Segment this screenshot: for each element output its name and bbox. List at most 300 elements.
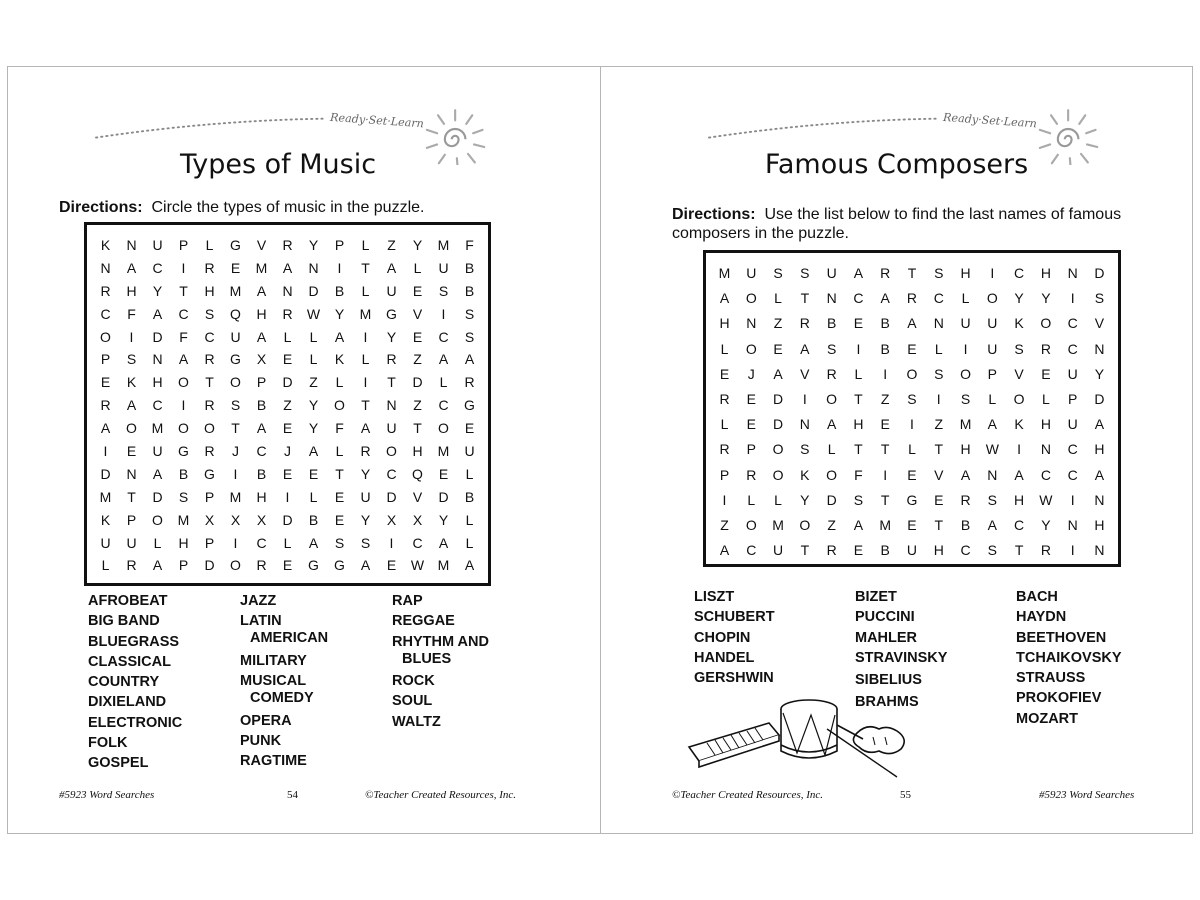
grid-letter[interactable]: P: [746, 441, 756, 458]
grid-letter[interactable]: L: [961, 290, 970, 307]
grid-letter[interactable]: O: [1040, 315, 1052, 332]
grid-letter[interactable]: O: [178, 420, 189, 437]
grid-letter[interactable]: P: [987, 365, 997, 382]
grid-letter[interactable]: E: [282, 557, 293, 574]
grid-letter[interactable]: D: [204, 557, 215, 574]
grid-letter[interactable]: C: [256, 534, 267, 551]
grid-letter[interactable]: A: [152, 557, 163, 574]
grid-letter[interactable]: S: [464, 328, 475, 345]
grid-letter[interactable]: O: [986, 290, 998, 307]
grid-letter[interactable]: S: [800, 441, 810, 458]
grid-letter[interactable]: S: [334, 534, 345, 551]
grid-letter[interactable]: A: [853, 265, 864, 281]
grid-letter[interactable]: U: [464, 443, 475, 460]
grid-letter[interactable]: L: [309, 351, 318, 368]
grid-letter[interactable]: G: [204, 465, 215, 482]
grid-letter[interactable]: U: [152, 237, 163, 253]
grid-letter[interactable]: I: [285, 488, 290, 505]
grid-letter[interactable]: O: [772, 466, 784, 483]
grid-letter[interactable]: L: [153, 534, 162, 551]
grid-letter[interactable]: S: [464, 305, 475, 322]
grid-letter[interactable]: R: [960, 491, 971, 508]
grid-letter[interactable]: W: [306, 305, 321, 322]
grid-letter[interactable]: U: [386, 282, 397, 299]
grid-letter[interactable]: U: [230, 328, 241, 345]
grid-letter[interactable]: Z: [309, 374, 318, 391]
grid-letter[interactable]: C: [960, 542, 971, 559]
grid-letter[interactable]: S: [230, 397, 241, 414]
grid-letter[interactable]: C: [1067, 315, 1078, 332]
grid-letter[interactable]: T: [127, 488, 136, 505]
grid-letter[interactable]: S: [826, 340, 837, 357]
grid-letter[interactable]: F: [127, 305, 136, 322]
grid-letter[interactable]: R: [719, 441, 730, 458]
grid-letter[interactable]: B: [464, 282, 475, 299]
grid-letter[interactable]: A: [334, 328, 345, 345]
grid-letter[interactable]: B: [880, 542, 890, 559]
grid-letter[interactable]: E: [334, 511, 345, 528]
grid-letter[interactable]: T: [1014, 542, 1024, 559]
grid-letter[interactable]: K: [800, 466, 810, 483]
grid-letter[interactable]: E: [719, 365, 730, 382]
grid-letter[interactable]: S: [934, 365, 944, 382]
grid-letter[interactable]: H: [1094, 441, 1105, 458]
grid-letter[interactable]: E: [907, 466, 917, 483]
grid-letter[interactable]: T: [934, 441, 944, 458]
grid-letter[interactable]: I: [1070, 491, 1075, 508]
grid-letter[interactable]: I: [363, 328, 368, 345]
grid-letter[interactable]: O: [230, 557, 241, 574]
grid-letter[interactable]: O: [386, 443, 397, 460]
grid-letter[interactable]: U: [126, 534, 137, 551]
grid-letter[interactable]: U: [438, 259, 449, 276]
grid-letter[interactable]: Y: [152, 282, 163, 299]
grid-letter[interactable]: O: [204, 420, 215, 437]
grid-letter[interactable]: U: [152, 443, 163, 460]
grid-letter[interactable]: G: [230, 237, 241, 253]
grid-letter[interactable]: N: [1094, 491, 1105, 508]
grid-letter[interactable]: C: [1014, 265, 1025, 281]
grid-letter[interactable]: W: [1039, 491, 1053, 508]
grid-letter[interactable]: L: [934, 340, 943, 357]
grid-letter[interactable]: C: [1067, 466, 1078, 483]
grid-letter[interactable]: L: [413, 259, 422, 276]
grid-letter[interactable]: S: [907, 390, 917, 407]
grid-letter[interactable]: X: [256, 511, 267, 528]
grid-letter[interactable]: U: [386, 420, 397, 437]
grid-letter[interactable]: X: [412, 511, 423, 528]
grid-letter[interactable]: E: [334, 488, 345, 505]
grid-letter[interactable]: A: [282, 259, 293, 276]
grid-letter[interactable]: S: [360, 534, 371, 551]
grid-letter[interactable]: A: [853, 516, 864, 533]
grid-letter[interactable]: P: [204, 488, 215, 505]
grid-letter[interactable]: R: [204, 351, 215, 368]
grid-letter[interactable]: V: [1094, 315, 1105, 332]
grid-letter[interactable]: A: [100, 420, 111, 437]
grid-letter[interactable]: T: [205, 374, 214, 391]
grid-letter[interactable]: B: [334, 282, 345, 299]
grid-letter[interactable]: Y: [1014, 290, 1024, 307]
grid-letter[interactable]: Y: [800, 491, 810, 508]
grid-letter[interactable]: A: [987, 516, 997, 533]
grid-letter[interactable]: H: [178, 534, 189, 551]
grid-letter[interactable]: M: [177, 511, 190, 528]
grid-letter[interactable]: H: [204, 282, 215, 299]
grid-letter[interactable]: X: [230, 511, 241, 528]
grid-letter[interactable]: I: [441, 305, 446, 322]
grid-letter[interactable]: S: [126, 351, 137, 368]
grid-letter[interactable]: G: [230, 351, 241, 368]
grid-letter[interactable]: G: [334, 557, 345, 574]
grid-letter[interactable]: Y: [1041, 290, 1051, 307]
grid-letter[interactable]: D: [100, 465, 111, 482]
grid-letter[interactable]: M: [718, 265, 731, 281]
grid-letter[interactable]: T: [335, 465, 344, 482]
grid-letter[interactable]: T: [800, 290, 810, 307]
grid-letter[interactable]: G: [308, 557, 319, 574]
grid-letter[interactable]: T: [800, 542, 810, 559]
grid-letter[interactable]: Z: [827, 516, 836, 533]
grid-letter[interactable]: L: [283, 328, 292, 345]
grid-letter[interactable]: L: [335, 443, 344, 460]
grid-letter[interactable]: L: [465, 511, 474, 528]
grid-letter[interactable]: D: [282, 374, 293, 391]
grid-letter[interactable]: Y: [308, 237, 319, 253]
grid-letter[interactable]: E: [907, 340, 917, 357]
grid-letter[interactable]: I: [181, 259, 186, 276]
grid-letter[interactable]: G: [906, 491, 918, 508]
grid-letter[interactable]: B: [826, 315, 837, 332]
grid-letter[interactable]: A: [826, 416, 837, 433]
grid-letter[interactable]: H: [152, 374, 163, 391]
grid-letter[interactable]: V: [934, 466, 944, 483]
grid-letter[interactable]: O: [100, 328, 111, 345]
grid-letter[interactable]: L: [335, 374, 344, 391]
grid-letter[interactable]: O: [745, 340, 757, 357]
grid-letter[interactable]: A: [464, 351, 475, 368]
grid-letter[interactable]: E: [746, 416, 756, 433]
grid-letter[interactable]: N: [126, 237, 137, 253]
grid-letter[interactable]: Y: [1041, 516, 1051, 533]
grid-letter[interactable]: R: [826, 542, 837, 559]
grid-letter[interactable]: X: [256, 351, 267, 368]
grid-letter[interactable]: Z: [283, 397, 292, 414]
grid-letter[interactable]: A: [773, 365, 783, 382]
grid-letter[interactable]: G: [464, 397, 475, 414]
grid-letter[interactable]: C: [1067, 340, 1078, 357]
grid-letter[interactable]: S: [178, 488, 189, 505]
grid-letter[interactable]: M: [772, 516, 784, 533]
grid-letter[interactable]: A: [308, 443, 319, 460]
grid-letter[interactable]: H: [1040, 416, 1051, 433]
grid-letter[interactable]: E: [853, 315, 864, 332]
grid-letter[interactable]: Y: [412, 237, 423, 253]
grid-letter[interactable]: R: [204, 443, 215, 460]
grid-letter[interactable]: H: [960, 441, 971, 458]
grid-letter[interactable]: A: [360, 420, 371, 437]
grid-letter[interactable]: Y: [360, 465, 371, 482]
grid-letter[interactable]: G: [386, 305, 397, 322]
grid-letter[interactable]: X: [386, 511, 397, 528]
grid-letter[interactable]: O: [152, 511, 163, 528]
grid-letter[interactable]: J: [747, 365, 755, 382]
grid-letter[interactable]: E: [412, 328, 423, 345]
grid-letter[interactable]: M: [959, 416, 972, 433]
grid-letter[interactable]: H: [933, 542, 944, 559]
grid-letter[interactable]: T: [854, 441, 863, 458]
grid-letter[interactable]: M: [437, 237, 450, 253]
grid-letter[interactable]: O: [438, 420, 449, 437]
grid-letter[interactable]: V: [256, 237, 267, 253]
grid-letter[interactable]: H: [1040, 265, 1051, 281]
grid-letter[interactable]: C: [1067, 441, 1078, 458]
grid-letter[interactable]: I: [990, 265, 995, 281]
grid-letter[interactable]: I: [856, 340, 861, 357]
grid-letter[interactable]: N: [826, 290, 837, 307]
grid-letter[interactable]: O: [178, 374, 189, 391]
grid-letter[interactable]: Z: [413, 351, 422, 368]
grid-letter[interactable]: D: [826, 491, 837, 508]
grid-letter[interactable]: C: [386, 465, 397, 482]
grid-letter[interactable]: L: [1041, 390, 1050, 407]
grid-letter[interactable]: F: [465, 237, 474, 253]
grid-letter[interactable]: E: [100, 374, 111, 391]
grid-letter[interactable]: S: [934, 265, 944, 281]
grid-letter[interactable]: P: [334, 237, 345, 253]
grid-letter[interactable]: N: [282, 282, 293, 299]
grid-letter[interactable]: N: [799, 416, 810, 433]
grid-letter[interactable]: E: [880, 416, 890, 433]
grid-letter[interactable]: B: [256, 465, 267, 482]
grid-letter[interactable]: B: [960, 516, 971, 533]
grid-letter[interactable]: A: [308, 534, 319, 551]
grid-letter[interactable]: N: [1040, 441, 1051, 458]
grid-letter[interactable]: T: [934, 516, 944, 533]
grid-letter[interactable]: A: [256, 282, 267, 299]
grid-letter[interactable]: Z: [413, 397, 422, 414]
grid-letter[interactable]: D: [1094, 390, 1105, 407]
grid-letter[interactable]: A: [1014, 466, 1024, 483]
grid-letter[interactable]: E: [282, 465, 293, 482]
grid-letter[interactable]: O: [745, 516, 757, 533]
grid-letter[interactable]: I: [233, 534, 238, 551]
grid-letter[interactable]: R: [204, 259, 215, 276]
grid-letter[interactable]: T: [361, 397, 370, 414]
grid-letter[interactable]: U: [960, 315, 971, 332]
grid-letter[interactable]: C: [152, 397, 163, 414]
grid-letter[interactable]: P: [256, 374, 267, 391]
grid-letter[interactable]: V: [1014, 365, 1024, 382]
grid-letter[interactable]: R: [360, 443, 371, 460]
grid-letter[interactable]: I: [389, 534, 394, 551]
grid-letter[interactable]: E: [1041, 365, 1051, 382]
grid-letter[interactable]: L: [988, 390, 997, 407]
grid-letter[interactable]: E: [746, 390, 756, 407]
grid-letter[interactable]: R: [282, 237, 293, 253]
grid-letter[interactable]: B: [308, 511, 319, 528]
grid-letter[interactable]: O: [126, 420, 137, 437]
grid-letter[interactable]: Q: [412, 465, 423, 482]
grid-letter[interactable]: A: [256, 420, 267, 437]
grid-letter[interactable]: E: [907, 516, 917, 533]
grid-letter[interactable]: O: [799, 516, 811, 533]
grid-letter[interactable]: I: [1070, 290, 1075, 307]
grid-letter[interactable]: L: [309, 328, 318, 345]
grid-letter[interactable]: R: [719, 390, 730, 407]
grid-letter[interactable]: I: [363, 374, 368, 391]
grid-letter[interactable]: D: [412, 374, 423, 391]
grid-letter[interactable]: M: [229, 282, 242, 299]
grid-letter[interactable]: A: [907, 315, 917, 332]
grid-letter[interactable]: K: [1014, 416, 1024, 433]
grid-letter[interactable]: B: [178, 465, 189, 482]
grid-letter[interactable]: Z: [880, 390, 890, 407]
grid-letter[interactable]: U: [1067, 365, 1078, 382]
grid-letter[interactable]: W: [985, 441, 999, 458]
grid-letter[interactable]: T: [231, 420, 240, 437]
grid-letter[interactable]: N: [1094, 542, 1105, 559]
grid-letter[interactable]: L: [439, 374, 448, 391]
grid-letter[interactable]: C: [438, 397, 449, 414]
grid-letter[interactable]: I: [233, 465, 238, 482]
grid-letter[interactable]: R: [799, 315, 810, 332]
grid-letter[interactable]: I: [910, 416, 914, 433]
grid-letter[interactable]: T: [907, 265, 917, 281]
grid-letter[interactable]: R: [100, 397, 111, 414]
grid-letter[interactable]: K: [1014, 315, 1024, 332]
grid-letter[interactable]: L: [720, 340, 729, 357]
grid-letter[interactable]: S: [773, 265, 783, 281]
grid-letter[interactable]: D: [386, 488, 397, 505]
grid-letter[interactable]: H: [412, 443, 423, 460]
grid-letter[interactable]: R: [746, 466, 757, 483]
grid-letter[interactable]: M: [229, 488, 242, 505]
grid-letter[interactable]: S: [800, 265, 810, 281]
grid-letter[interactable]: L: [774, 290, 782, 307]
grid-letter[interactable]: L: [205, 237, 214, 253]
grid-letter[interactable]: L: [361, 237, 370, 253]
grid-letter[interactable]: A: [1094, 416, 1105, 433]
grid-letter[interactable]: T: [413, 420, 422, 437]
grid-letter[interactable]: L: [465, 534, 474, 551]
grid-letter[interactable]: I: [722, 491, 727, 508]
grid-letter[interactable]: U: [906, 542, 918, 559]
grid-letter[interactable]: N: [100, 259, 111, 276]
grid-letter[interactable]: C: [412, 534, 423, 551]
grid-letter[interactable]: O: [334, 397, 345, 414]
grid-letter[interactable]: A: [152, 465, 163, 482]
grid-letter[interactable]: C: [178, 305, 189, 322]
grid-letter[interactable]: M: [437, 557, 450, 574]
grid-letter[interactable]: O: [745, 290, 757, 307]
grid-letter[interactable]: H: [853, 416, 864, 433]
grid-letter[interactable]: O: [772, 441, 784, 458]
grid-letter[interactable]: N: [1067, 516, 1078, 533]
grid-letter[interactable]: Y: [308, 420, 319, 437]
grid-letter[interactable]: M: [151, 420, 164, 437]
grid-letter[interactable]: R: [906, 290, 918, 307]
grid-letter[interactable]: C: [1014, 516, 1025, 533]
grid-letter[interactable]: I: [963, 340, 968, 357]
grid-letter[interactable]: J: [284, 443, 291, 460]
grid-letter[interactable]: N: [308, 259, 319, 276]
grid-letter[interactable]: I: [883, 365, 888, 382]
grid-letter[interactable]: C: [152, 259, 163, 276]
grid-letter[interactable]: E: [934, 491, 944, 508]
grid-letter[interactable]: L: [309, 488, 318, 505]
grid-letter[interactable]: F: [854, 466, 863, 483]
grid-letter[interactable]: R: [464, 374, 475, 391]
grid-letter[interactable]: H: [256, 305, 267, 322]
grid-letter[interactable]: O: [826, 390, 838, 407]
grid-letter[interactable]: C: [1040, 466, 1051, 483]
grid-letter[interactable]: I: [802, 390, 807, 407]
grid-letter[interactable]: A: [438, 351, 449, 368]
grid-letter[interactable]: O: [960, 365, 971, 382]
grid-letter[interactable]: R: [1040, 542, 1051, 559]
grid-letter[interactable]: I: [337, 259, 342, 276]
grid-letter[interactable]: R: [1040, 340, 1051, 357]
grid-letter[interactable]: H: [960, 265, 971, 281]
grid-letter[interactable]: E: [438, 465, 449, 482]
grid-letter[interactable]: T: [387, 374, 396, 391]
grid-letter[interactable]: B: [464, 488, 475, 505]
grid-letter[interactable]: Z: [934, 416, 944, 433]
grid-letter[interactable]: D: [438, 488, 449, 505]
grid-letter[interactable]: N: [386, 397, 397, 414]
grid-letter[interactable]: Y: [334, 305, 345, 322]
grid-letter[interactable]: C: [746, 542, 757, 559]
grid-letter[interactable]: P: [126, 511, 137, 528]
grid-letter[interactable]: P: [719, 466, 730, 483]
grid-letter[interactable]: C: [933, 290, 944, 307]
grid-letter[interactable]: U: [987, 340, 998, 357]
grid-letter[interactable]: A: [126, 259, 137, 276]
grid-letter[interactable]: S: [438, 282, 449, 299]
grid-letter[interactable]: A: [178, 351, 189, 368]
grid-letter[interactable]: D: [773, 390, 784, 407]
grid-letter[interactable]: Z: [773, 315, 783, 332]
grid-letter[interactable]: U: [360, 488, 371, 505]
grid-letter[interactable]: S: [1094, 290, 1105, 307]
grid-letter[interactable]: K: [100, 511, 111, 528]
grid-letter[interactable]: U: [746, 265, 757, 281]
grid-letter[interactable]: T: [880, 491, 890, 508]
grid-letter[interactable]: C: [438, 328, 449, 345]
grid-letter[interactable]: L: [361, 282, 370, 299]
grid-letter[interactable]: R: [204, 397, 215, 414]
grid-letter[interactable]: Y: [1094, 365, 1105, 382]
grid-letter[interactable]: R: [282, 305, 293, 322]
grid-letter[interactable]: A: [256, 328, 267, 345]
grid-letter[interactable]: T: [361, 259, 370, 276]
grid-letter[interactable]: L: [720, 416, 729, 433]
grid-letter[interactable]: R: [880, 265, 891, 281]
grid-letter[interactable]: H: [719, 315, 730, 332]
grid-letter[interactable]: A: [800, 340, 810, 357]
grid-letter[interactable]: I: [103, 443, 108, 460]
grid-letter[interactable]: A: [386, 259, 397, 276]
grid-letter[interactable]: B: [256, 397, 267, 414]
grid-letter[interactable]: A: [464, 557, 475, 574]
grid-letter[interactable]: D: [1094, 265, 1105, 281]
grid-letter[interactable]: E: [282, 351, 293, 368]
grid-letter[interactable]: T: [880, 441, 890, 458]
grid-letter[interactable]: A: [438, 534, 449, 551]
grid-letter[interactable]: S: [853, 491, 864, 508]
grid-letter[interactable]: P: [178, 237, 189, 253]
